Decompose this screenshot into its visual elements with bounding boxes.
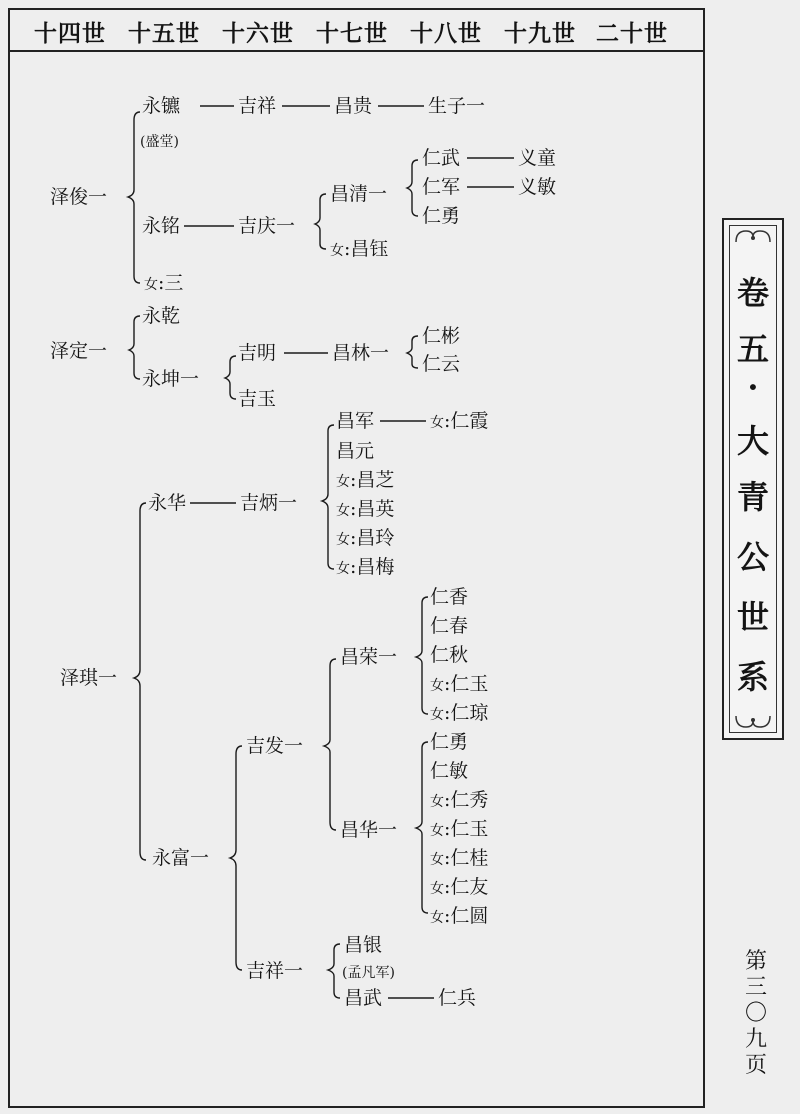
person-renyu-1 [430,673,488,697]
name: 昌钰 [350,238,389,260]
brace-jixiang [328,944,340,998]
brace-changhua [416,742,428,913]
page-number-char: 页 [744,1053,767,1078]
person-jibing: 吉炳一 [240,492,298,514]
person-renbing: 仁兵 [438,987,477,1009]
person-yonghua: 永华 [148,492,187,514]
name: 仁玉 [450,818,489,840]
name: 昌英 [356,498,395,520]
separator: : [444,410,451,432]
brace-yongfu [230,746,242,970]
separator: : [444,847,451,869]
separator: : [350,469,357,491]
person-jifa: 吉发一 [246,735,304,757]
person-renxiang: 仁香 [430,586,469,608]
separator: : [444,789,451,811]
name: 仁玉 [450,673,489,695]
person-changhua: 昌华一 [340,819,398,841]
female-marker: 女 [430,794,444,810]
person-renxia [430,410,488,434]
separator: : [350,498,357,520]
name: 三 [164,272,184,294]
side-title-char: 卷 [736,274,769,312]
person-renyun: 仁云 [422,353,461,375]
side-title-char: 大 [736,422,769,460]
person-renyuan [430,905,488,929]
person-yongming: 永铭 [142,215,181,237]
person-changyu [330,238,388,262]
person-changgui: 昌贵 [334,95,373,117]
separator: : [350,527,357,549]
generation-15: 十五世 [128,20,200,47]
person-changyin: 昌银 [344,934,383,956]
brace-changlin [407,336,418,368]
separator: : [344,238,351,260]
ornament-top-icon [734,228,772,244]
name: 仁桂 [450,847,489,869]
person-renchun: 仁春 [430,615,469,637]
person-jiyu: 吉玉 [238,388,277,410]
generation-20: 二十世 [596,20,668,47]
name: 仁霞 [450,410,489,432]
female-marker: 女 [336,561,350,577]
person-changlin: 昌林一 [332,342,390,364]
page-number-char: 第 [744,949,767,974]
female-marker: 女 [430,910,444,926]
person-renxiu [430,789,488,813]
female-marker: 女 [336,503,350,519]
female-marker: 女 [336,532,350,548]
separator: : [444,876,451,898]
person-changqing: 昌清一 [330,183,388,205]
brace-yongkun [225,356,236,399]
brace-jibing [322,425,334,569]
separator: : [444,702,451,724]
name: 仁圆 [450,905,489,927]
separator: : [158,272,165,294]
note-changyin: (孟凡军) [342,965,395,981]
female-marker: 女 [330,243,344,259]
person-renyong-2: 仁勇 [430,731,469,753]
person-changrong: 昌荣一 [340,646,398,668]
person-renbin: 仁彬 [422,325,461,347]
female-marker: 女 [336,474,350,490]
name: 昌玲 [356,527,395,549]
side-title-char: 五 [736,330,769,368]
side-title-panel [722,218,784,740]
side-title-char: 世 [736,598,769,636]
brace-zejun [128,112,140,283]
name: 昌梅 [356,556,395,578]
brace-changqing [407,160,418,216]
female-marker: 女 [430,707,444,723]
brace-zeding [129,316,140,379]
person-renwu-1: 仁武 [422,147,461,169]
page-number-char: 九 [744,1027,767,1052]
page-number-char: 三 [744,975,767,1000]
ornament-bottom-icon [734,714,772,730]
person-renjun-1: 仁军 [422,176,461,198]
brace-changrong [416,597,428,714]
person-jiming: 吉明 [238,342,277,364]
name: 仁友 [450,876,489,898]
female-marker: 女 [430,415,444,431]
person-rengui [430,847,488,871]
person-renqiu: 仁秋 [430,644,469,666]
person-zeding: 泽定一 [50,340,108,362]
person-shengzi: 生子一 [428,95,486,117]
generation-16: 十六世 [222,20,294,47]
female-marker: 女 [430,678,444,694]
person-changling [336,527,394,551]
generation-19: 十九世 [504,20,576,47]
name: 昌芝 [356,469,395,491]
side-title-char: 青 [736,478,769,516]
person-renyu-2 [430,818,488,842]
side-title-char: 公 [736,538,769,576]
person-yongfu: 永富一 [152,847,210,869]
person-changying [336,498,394,522]
person-changyuan: 昌元 [336,440,375,462]
person-changjun: 昌军 [336,410,375,432]
person-zeqi: 泽琪一 [60,667,118,689]
generation-17: 十七世 [316,20,388,47]
brace-zeqi [134,503,146,860]
person-renmin: 仁敏 [430,760,469,782]
person-yongqian: 永乾 [142,305,181,327]
separator: : [350,556,357,578]
name: 仁秀 [450,789,489,811]
person-jiqing: 吉庆一 [238,215,296,237]
person-changwu: 昌武 [344,987,383,1009]
person-jixiang-1: 吉祥 [238,95,277,117]
person-zejun: 泽俊一 [50,186,108,208]
person-renqiong [430,702,488,726]
name: 仁琼 [450,702,489,724]
person-yongbiao: 永镳 [142,95,181,117]
separator: : [444,818,451,840]
side-title-char: 系 [736,658,769,696]
person-san [144,272,183,296]
female-marker: 女 [430,881,444,897]
note-yongbiao: (盛堂) [140,134,179,150]
person-renyong-1: 仁勇 [422,205,461,227]
separator: : [444,673,451,695]
page-number-char: 〇 [744,1001,767,1026]
generation-14: 十四世 [34,20,106,47]
person-yongkun: 永坤一 [142,368,200,390]
separator: : [444,905,451,927]
person-yimin: 义敏 [518,176,557,198]
brace-jifa [324,659,336,830]
person-renyou [430,876,488,900]
person-changzhi [336,469,394,493]
female-marker: 女 [144,277,158,293]
person-jixiang-2: 吉祥一 [246,960,304,982]
side-title-char: · [747,368,759,406]
female-marker: 女 [430,852,444,868]
person-changmei [336,556,394,580]
female-marker: 女 [430,823,444,839]
person-yitong: 义童 [518,147,557,169]
brace-jiqing [315,194,326,249]
generation-18: 十八世 [410,20,482,47]
